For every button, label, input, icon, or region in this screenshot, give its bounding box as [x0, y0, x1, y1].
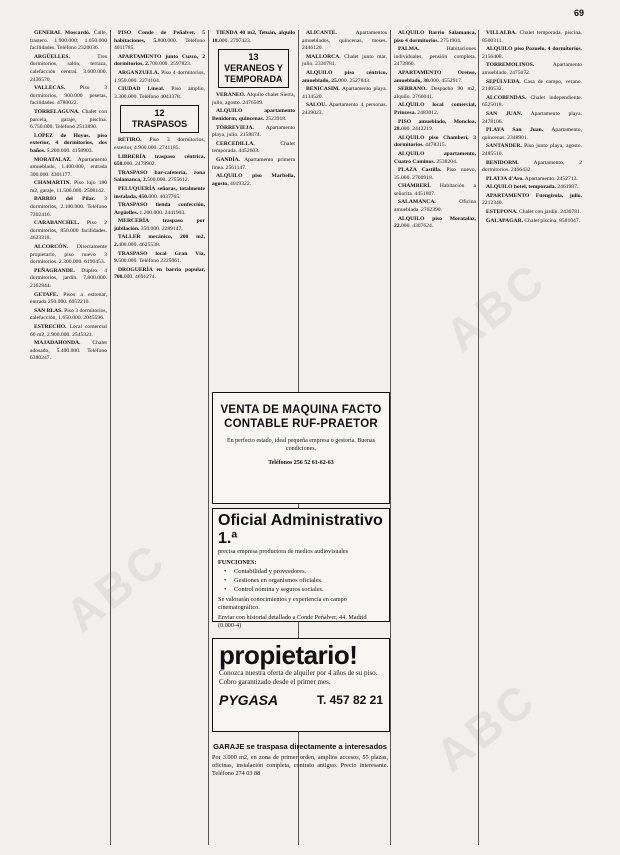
- ad-propietario: [212, 638, 390, 732]
- classified-entry: GANDÍA. Apartamento primera línea. 2561147.: [212, 156, 295, 171]
- classified-entry: CHAMARTIN. Piso lujo 180 m2, garaje, 11.500.000. 2508142.: [30, 180, 107, 194]
- classified-entry: ALICANTE. Apartamentos amueblados, quincenas, meses. 2446120.: [302, 30, 387, 52]
- classified-entry: LOPEZ de Hoyos, piso exterior, 4 dormitorios, dos baños. 5.200.000. 4158903.: [30, 132, 107, 154]
- bullet-icon: •: [224, 577, 227, 584]
- classified-column-4: [302, 30, 387, 380]
- classified-entry: ESTEPONA. Chalet con jardín. 2430781.: [486, 209, 582, 216]
- classified-entry: PEÑAGRANDE. Dúplex 4 dormitorios, jardín. 7.800.000. 2162844.: [30, 267, 107, 289]
- classified-column-2: [114, 30, 205, 830]
- classified-entry: TORREMOLINOS. Apartamento amueblado. 2475672.: [482, 62, 582, 76]
- classified-entry: BARRIO del Pilar. 3 dormitorios, 2.100.000. Teléfono 7302416.: [30, 196, 107, 218]
- ad-job-offer: [212, 508, 390, 629]
- classified-entry: MALLORCA. Chalet junto mar, julio. 2336781.: [302, 53, 387, 68]
- classified-entry: SANTANDER. Piso junto playa, agosto. 2485510.: [482, 143, 582, 157]
- classified-entry: SAN BLAS. Piso 3 dormitorios, calefacción, 1.650.000. 2045596.: [30, 307, 107, 322]
- classified-entry: ALQUILO local comercial, Princesa. 2483012.: [394, 102, 476, 116]
- classified-entry: TIENDA 40 m2, Tetuán, alquilo 18.000. 2797423.: [212, 30, 295, 44]
- column-rule: [208, 30, 209, 845]
- classified-entry: VERANEO. Alquilo chalet Sierra, julio, agosto. 2476509.: [212, 92, 295, 106]
- classified-entry: TORREVIEJA. Apartamento playa, julio. 2158874.: [212, 124, 295, 139]
- classified-entry: CARABANCHEL. Piso 2 dormitorios, 850.000 facilidades. 4623318.: [30, 220, 107, 242]
- ad-intro: precisa empresa productora de medios audiovisuales: [218, 548, 349, 555]
- ad-functions-label: FUNCIONES:: [218, 559, 257, 566]
- classified-entry: APARTAMENTO Fuengirola, julio. 2212340.: [482, 192, 582, 207]
- classified-column-5: [394, 30, 476, 830]
- classified-entry: ALCORCÓN. Directamente propietario, piso nuevo 3 dormitorios. 2.300.000. 6190453.: [30, 244, 107, 266]
- classified-entry: SAN JUAN. Apartamento playa. 2478106.: [482, 110, 582, 125]
- classified-entry: PALMA. Habitaciones individuales, pensión completa. 2472860.: [394, 46, 476, 68]
- classified-entry: TORRELAGUNA. Chalet con parcela, garaje, piscina. 6.750.000. Teléfono 2513890.: [30, 108, 107, 131]
- ad-function-text: Control nómina y seguros sociales.: [234, 586, 324, 593]
- ad-title: Oficial Administrativo 1.ª: [218, 512, 383, 547]
- page-number: 69: [574, 8, 585, 18]
- classified-entry: TALLER mecánico, 200 m2, 2.400.000. 4625538.: [114, 234, 205, 249]
- column-rule: [110, 30, 111, 845]
- classified-entry: TRASPASO bar-cafetería, zona Salamanca, 3.500.000. 2755612.: [114, 169, 205, 184]
- ad-extra: Se valorarán conocimientos y experiencia en campo cinematográfico.: [218, 596, 347, 611]
- classified-entry: ALCOBENDAS. Chalet independiente. 6525018.: [482, 94, 582, 109]
- ad-title: GARAJE se traspasa directamente a interesados: [213, 742, 387, 751]
- ad-functions-list: [218, 567, 384, 594]
- watermark: ABC: [435, 252, 556, 362]
- classified-entry: ALQUILO hotel, temporada. 2461987.: [486, 184, 579, 191]
- bullet-icon: •: [224, 586, 227, 593]
- classified-entry: MERCERÍA traspaso por jubilación. 350.000. 2289147.: [114, 218, 205, 232]
- watermark: ABC: [55, 532, 176, 642]
- classified-entry: ALQUILO piso Chamberí, 3 dormitorios. 4478315.: [394, 134, 476, 149]
- classified-entry: ALQUILO piso Pozuelo, 4 dormitorios. 2156408.: [482, 46, 582, 60]
- section-heading: 13 VERANEOS Y TEMPORADA: [218, 49, 289, 88]
- classified-column-1: [30, 30, 107, 830]
- classified-entry: MAJADAHONDA. Chalet adosado, 5.400.000. Teléfono 6380247.: [30, 340, 107, 362]
- classified-entry: TRASPASO local Gran Vía, 9.500.000. Teléfono 2225061.: [114, 250, 205, 265]
- ad-function-text: Contabilidad y proveedores.: [234, 568, 307, 575]
- classified-entry: SERRANO. Despacho 90 m2, alquilo. 2766041.: [394, 86, 476, 100]
- ad-function-item: [224, 567, 384, 576]
- classified-entry: ALQUILO apartamento Benidorm, quincenas. 2523918.: [212, 108, 295, 122]
- classified-entry: DROGUERÍA en barrio popular, 700.000. 4691274.: [114, 266, 205, 281]
- classified-entry: PISO Conde de Peñalver, 5 habitaciones, 5.800.000. Teléfono 4011785.: [114, 30, 205, 52]
- classified-entry: CIUDAD Lineal. Piso amplio, 3.300.000. Teléfono 4043378.: [114, 86, 206, 100]
- ad-body: Conozca nuestra oferta de alquiler por 4 años de su piso. Cobro garantizado desde el primer mes.: [219, 669, 378, 686]
- classified-entry: PLAZA Castilla. Piso nuevo, 35.000. 2700918.: [394, 167, 476, 181]
- classified-entry: ALQUILO Barrio Salamanca, piso 4 dormitorios. 2751904.: [394, 30, 476, 44]
- classified-entry: APARTAMENTO junto Cuzco, 2 dormitorios, 2.700.000. 2597823.: [114, 53, 205, 68]
- ad-phone: Teléfonos 256 52 61-62-63: [268, 460, 334, 466]
- classified-entry: ALQUILO piso Moratalaz, 22.000. 4307624.: [394, 215, 476, 230]
- classified-entry: ALQUILO piso céntrico, amueblado, 25.000. 2527843.: [302, 69, 387, 84]
- ad-brand-logo: PYGASA: [219, 692, 279, 708]
- classified-entry: GALAPAGAR. Chalet piscina. 8581047.: [486, 217, 581, 224]
- classified-entry: RETIRO. Piso 3 dormitorios, exterior, 4.900.000. 2741185.: [114, 137, 205, 151]
- watermark: ABC: [425, 672, 546, 782]
- classified-entry: ARGANZUELA. Piso 4 dormitorios, 1.950.000. 2274104.: [114, 69, 205, 84]
- classified-entry: ALQUILO piso Marbella, agosto. 4019322.: [212, 173, 295, 187]
- classified-column-6: [482, 30, 582, 830]
- section-heading: 12 TRASPASOS: [120, 105, 199, 133]
- classified-entry: ESTRECHO. Local comercial 60 m2, 2.900.000. 2545321.: [30, 323, 107, 338]
- classified-entry: BENICASIM. Apartamento playa. 4134520.: [302, 86, 387, 100]
- classified-entry: VILLALBA. Chalet temporada, piscina. 8500311.: [482, 30, 582, 44]
- ad-accounting-machine: [212, 392, 390, 504]
- classified-entry: PLATJA d'Aro. Apartamento. 2452713.: [486, 175, 578, 182]
- classified-entry: ARGÜELLES. Tres dormitorios, salón, terraza, calefacción central. 3.600.000. 2436570.: [30, 53, 107, 83]
- bullet-icon: •: [224, 568, 227, 575]
- classified-entry: PLAYA San Juan. Apartamento, quincenas. 2348901.: [482, 127, 582, 141]
- classified-entry: SALOU. Apartamento 4 personas. 2439023.: [302, 102, 387, 116]
- classified-entry: ALQUILO apartamento, Cuatro Caminos. 2538204.: [394, 150, 476, 165]
- ad-function-item: [224, 576, 384, 585]
- classified-entry: SEPÚLVEDA. Casa de campo, verano. 2140532.: [482, 78, 582, 93]
- classified-entry: GETAFE. Pisos a estrenar, entrada 250.000. 6952210.: [30, 291, 107, 306]
- ad-garage: [212, 742, 388, 842]
- classified-entry: CERCEDILLA. Chalet temporada. 4452603.: [212, 140, 295, 155]
- ad-contact: Enviar con historial detallado a Conde Peñalver, 44. Madrid (0.000-4): [218, 614, 367, 629]
- classified-entry: LIBRERÍA traspaso céntrica, 650.000. 2479902.: [114, 153, 205, 168]
- ad-function-item: [224, 585, 384, 594]
- ad-function-text: Gestiones en organismos oficiales.: [234, 577, 323, 584]
- ad-headline: propietario!: [219, 640, 358, 670]
- classified-entry: MORATALAZ. Apartamento amueblado, 1.400.000, entrada 300.000. 4301177.: [30, 156, 107, 178]
- classified-entry: VALLECAS. Piso 3 dormitorios, 900.000 pesetas, facilidades. 4780022.: [30, 85, 107, 107]
- ad-body: Por 3.000 m2, en zona de primer orden, amplios accesos, 55 plazas, oficinas, instalación completa, contrato antiguo. Precio interesante. Teléfono 274 03 88: [212, 754, 388, 777]
- classified-entry: PISO amueblado, Moncloa, 28.000. 2442219.: [394, 118, 476, 133]
- ad-text: En perfecto estado, ideal pequeña empresa o gestoría. Buenas condiciones.: [227, 438, 375, 452]
- classified-entry: CHAMBERÍ. Habitación a señorita. 4451807.: [394, 183, 476, 197]
- column-rule: [478, 30, 479, 845]
- ad-title: VENTA DE MAQUINA FACTO CONTABLE RUF-PRAETOR: [220, 404, 382, 430]
- classified-entry: APARTAMENTO Orense, amueblado, 30.000. 4552917.: [394, 69, 476, 84]
- classified-column-3: [212, 30, 295, 380]
- column-rule: [390, 30, 391, 845]
- classified-entry: PELUQUERÍA señoras, totalmente instalada, 450.000. 4037765.: [114, 185, 205, 200]
- classified-entry: TRASPASO tienda confección, Argüelles. 1.200.000. 2441903.: [114, 202, 205, 216]
- ad-phone: T. 457 82 21: [316, 693, 383, 707]
- classified-entry: SALAMANCA. Oficina amueblada. 2762390.: [394, 199, 476, 214]
- classified-entry: GENERAL Moscardó. Calle, trastero. 1.900.000; 1.050.000 facilidades. Teléfono 2320036.: [30, 30, 107, 52]
- classified-entry: BENIDORM. Apartamento, 2 dormitorios. 2466432.: [482, 159, 582, 174]
